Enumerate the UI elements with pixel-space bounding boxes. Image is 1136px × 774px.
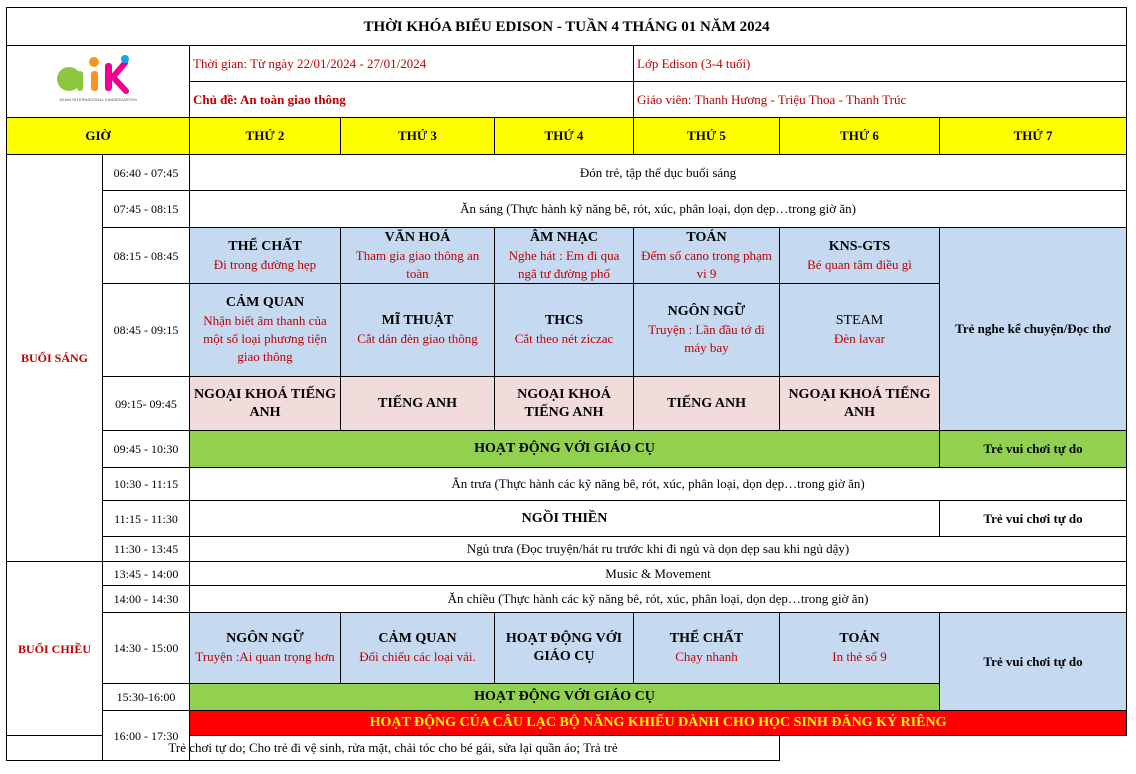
logo-subtext: ASIAN INTERNATIONAL KINDERGARTEN: [59, 97, 137, 102]
english-cell: NGOẠI KHOÁ TIẾNG ANH: [190, 377, 341, 431]
lesson-subject: THỂ CHẤT: [228, 238, 302, 254]
lesson-detail: Nghe hát : Em đi qua ngã tư đường phố: [508, 247, 620, 281]
english-cell: NGOẠI KHOÁ TIẾNG ANH: [780, 377, 940, 431]
lesson-cell: [190, 613, 341, 684]
logo-cell: [7, 46, 190, 118]
lesson-cell: [634, 284, 780, 377]
page-title: THỜI KHÓA BIỂU EDISON - TUẦN 4 THÁNG 01 NĂM 2024: [7, 8, 1127, 46]
header-day: THỨ 4: [495, 118, 634, 155]
lesson-subject: TOÁN: [686, 229, 727, 245]
lesson-cell: [780, 284, 940, 377]
lesson-detail: Bé quan tâm điều gì: [807, 256, 912, 272]
saturday-free-play: Trẻ vui chơi tự do: [940, 501, 1127, 537]
school-logo-icon: [53, 49, 143, 109]
time-slot: 09:15- 09:45: [103, 377, 190, 431]
activity-row: Ăn chiều (Thực hành các kỹ năng bê, rót, xúc, phân loại, dọn dẹp…trong giờ ăn): [190, 586, 1127, 613]
lesson-cell: [341, 228, 495, 284]
lesson-subject: TOÁN: [839, 631, 880, 646]
header-day: THỨ 7: [940, 118, 1127, 155]
lesson-detail: Tham gia giao thông an toàn: [355, 247, 480, 281]
time-slot: 08:45 - 09:15: [103, 284, 190, 377]
lesson-cell: [780, 228, 940, 284]
time-slot: 10:30 - 11:15: [103, 468, 190, 501]
lesson-subject: CẢM QUAN: [378, 631, 457, 646]
lesson-detail: Nhận biết âm thanh của một số loại phương tiện giao thông: [203, 313, 327, 364]
teachers: Giáo viên: Thanh Hương - Triệu Thoa - Thanh Trúc: [634, 82, 1127, 118]
activity-row: Trẻ chơi tự do; Cho trẻ đi vệ sinh, rửa mặt, chải tóc cho bé gái, sửa lại quần áo; Trả trẻ: [7, 736, 780, 761]
time-slot: 13:45 - 14:00: [103, 562, 190, 586]
saturday-free-play: Trẻ vui chơi tự do: [940, 431, 1127, 468]
activity-row: Ăn sáng (Thực hành kỹ năng bê, rót, xúc, phân loại, dọn dẹp…trong giờ ăn): [190, 191, 1127, 228]
lesson-subject: KNS-GTS: [828, 238, 891, 254]
header-day: THỨ 6: [780, 118, 940, 155]
time-slot: 11:15 - 11:30: [103, 501, 190, 537]
lesson-detail: Truyện : Lần đầu tớ đi máy bay: [648, 322, 765, 355]
lesson-subject: NGÔN NGỮ: [226, 631, 304, 646]
activity-row: Music & Movement: [190, 562, 1127, 586]
lesson-subject: HOẠT ĐỘNG VỚI GIÁO CỤ: [505, 631, 623, 664]
activity-row: Ăn trưa (Thực hành các kỹ năng bê, rót, xúc, phân loại, dọn dẹp…trong giờ ăn): [190, 468, 1127, 501]
header-day: THỨ 3: [341, 118, 495, 155]
lesson-cell: [495, 613, 634, 684]
header-hour: GIỜ: [7, 118, 190, 155]
lesson-cell: [341, 613, 495, 684]
lesson-detail: Cắt theo nét ziczac: [514, 331, 614, 346]
time-slot: 09:45 - 10:30: [103, 431, 190, 468]
activity-row: Đón trẻ, tập thể dục buổi sáng: [190, 155, 1127, 191]
lesson-detail: In thẻ số 9: [832, 649, 887, 664]
class-name: Lớp Edison (3-4 tuổi): [634, 46, 1127, 82]
lesson-subject: NGÔN NGỮ: [667, 304, 746, 319]
lesson-subject: ÂM NHẠC: [529, 229, 599, 245]
lesson-cell: [780, 613, 940, 684]
time-slot: 14:00 - 14:30: [103, 586, 190, 613]
manipulatives-activity: HOẠT ĐỘNG VỚI GIÁO CỤ: [190, 431, 940, 468]
lesson-detail: Đi trong đường hẹp: [213, 256, 317, 272]
english-cell: TIẾNG ANH: [341, 377, 495, 431]
time-slot: 11:30 - 13:45: [103, 537, 190, 562]
lesson-detail: Cắt dán đèn giao thông: [357, 331, 478, 346]
date-range: Thời gian: Từ ngày 22/01/2024 - 27/01/2024: [190, 46, 634, 82]
lesson-subject: THCS: [544, 313, 584, 328]
lesson-cell: [634, 613, 780, 684]
lesson-subject: MĨ THUẬT: [381, 313, 454, 328]
time-slot: 06:40 - 07:45: [103, 155, 190, 191]
lesson-cell: [341, 284, 495, 377]
lesson-cell: [495, 284, 634, 377]
time-slot: 15:30-16:00: [103, 684, 190, 711]
lesson-detail: Đối chiếu các loại vải.: [359, 649, 476, 664]
time-slot: 07:45 - 08:15: [103, 191, 190, 228]
time-slot: 16:00 - 17:30: [103, 711, 190, 761]
english-cell: TIẾNG ANH: [634, 377, 780, 431]
lesson-subject: VĂN HOÁ: [384, 229, 451, 245]
lesson-cell: [190, 284, 341, 377]
lesson-cell: [634, 228, 780, 284]
time-slot: 14:30 - 15:00: [103, 613, 190, 684]
lesson-detail: Đèn lavar: [834, 331, 885, 346]
lesson-detail: Truyện :Ai quan trọng hơn: [195, 649, 335, 664]
header-day: THỨ 5: [634, 118, 780, 155]
time-slot: 08:15 - 08:45: [103, 228, 190, 284]
club-activity-banner: HOẠT ĐỘNG CỦA CÂU LẠC BỘ NĂNG KHIẾU DÀNH CHO HỌC SINH ĐĂNG KÝ RIÊNG: [190, 711, 1127, 736]
theme: Chủ đề: An toàn giao thông: [190, 82, 634, 118]
lesson-subject: THỂ CHẤT: [669, 631, 744, 646]
english-cell: NGOẠI KHOÁ TIẾNG ANH: [495, 377, 634, 431]
lesson-subject: CẢM QUAN: [225, 295, 305, 310]
activity-row: Ngủ trưa (Đọc truyện/hát ru trước khi đi ngủ và dọn dẹp sau khi ngủ dậy): [190, 537, 1127, 562]
saturday-morning-activity: Trẻ nghe kể chuyện/Đọc thơ: [940, 228, 1127, 431]
meditation-activity: NGỒI THIỀN: [190, 501, 940, 537]
lesson-detail: Chạy nhanh: [675, 649, 738, 664]
lesson-cell: [190, 228, 341, 284]
session-morning: BUỔI SÁNG: [7, 155, 103, 562]
lesson-subject: STEAM: [835, 313, 884, 328]
session-afternoon: BUỔI CHIỀU: [7, 562, 103, 736]
header-day: THỨ 2: [190, 118, 341, 155]
manipulatives-activity: HOẠT ĐỘNG VỚI GIÁO CỤ: [190, 684, 940, 711]
lesson-detail: Đếm số cano trong phạm vi 9: [641, 247, 772, 281]
saturday-afternoon-activity: Trẻ vui chơi tự do: [940, 613, 1127, 711]
lesson-cell: [495, 228, 634, 284]
timetable: [6, 7, 1127, 761]
